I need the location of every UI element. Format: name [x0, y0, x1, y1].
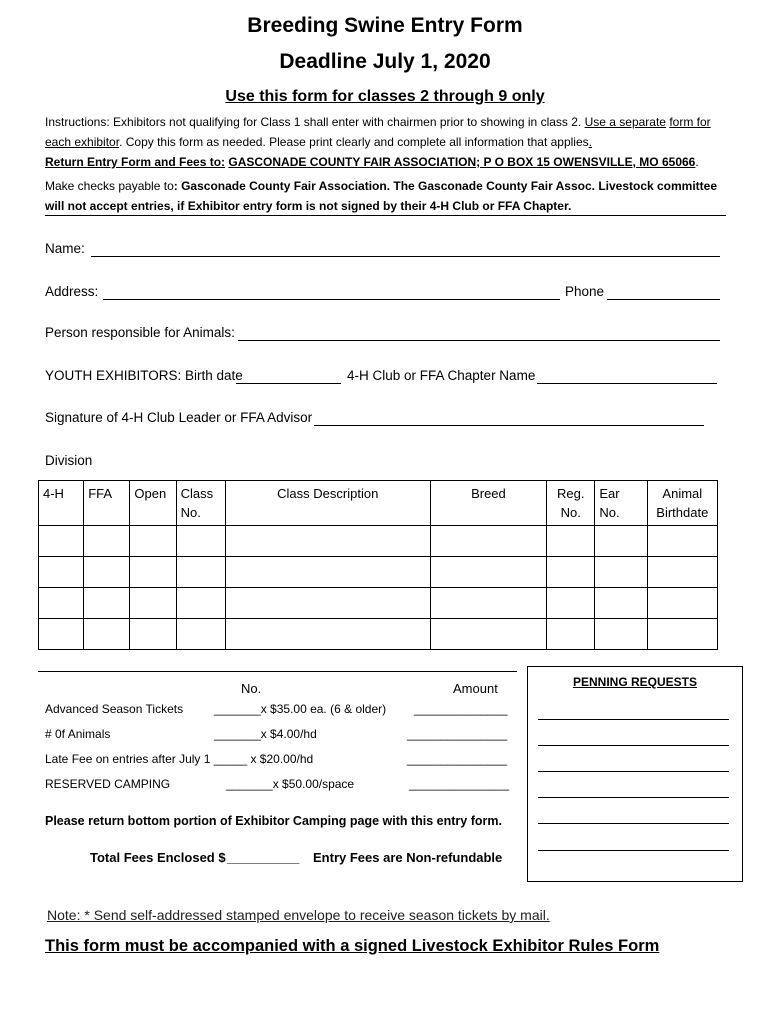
table-cell[interactable] — [647, 526, 717, 557]
late-fee-amount[interactable]: _______________ — [407, 752, 508, 766]
season-tickets-qty[interactable]: _______x $35.00 ea. (6 & older) — [214, 702, 387, 716]
header-divider — [45, 215, 726, 216]
table-cell[interactable] — [647, 588, 717, 619]
table-cell[interactable] — [225, 588, 430, 619]
table-row[interactable] — [39, 588, 718, 619]
table-cell[interactable] — [84, 619, 130, 650]
table-row[interactable] — [39, 526, 718, 557]
table-cell[interactable] — [84, 526, 130, 557]
person-responsible-input[interactable] — [238, 339, 720, 341]
camping-note: Please return bottom portion of Exhibitor Camping page with this entry form. — [45, 814, 502, 828]
season-tickets-note: Note: * Send self-addressed stamped envelope to receive season tickets by mail. — [47, 907, 550, 923]
table-cell[interactable] — [130, 588, 176, 619]
col-birth-l1: Animal — [662, 486, 703, 501]
entries-table — [38, 480, 718, 650]
season-tickets-amount[interactable]: ______________ — [414, 702, 508, 716]
table-cell[interactable] — [430, 619, 547, 650]
non-refundable-note: Entry Fees are Non-refundable — [313, 850, 503, 865]
col-class-description: Class Description — [225, 481, 430, 526]
checks-block — [45, 176, 725, 216]
col-class-no-l2: No. — [180, 505, 201, 520]
fees-no-header: No. — [241, 681, 262, 696]
instructions-period: . — [588, 135, 592, 149]
phone-label: Phone — [565, 284, 605, 299]
table-cell[interactable] — [647, 619, 717, 650]
table-cell[interactable] — [176, 619, 225, 650]
return-address: GASCONADE COUNTY FAIR ASSOCIATION; P O BOX 15 OWENSVILLE, MO 65066 — [228, 155, 696, 169]
checks-payee: Gasconade County Fair Association. — [181, 179, 391, 193]
table-cell[interactable] — [225, 526, 430, 557]
col-reg-no — [547, 481, 595, 526]
table-cell[interactable] — [176, 557, 225, 588]
table-cell[interactable] — [430, 526, 547, 557]
penning-line[interactable] — [538, 823, 729, 824]
table-cell[interactable] — [595, 588, 647, 619]
club-name-label: 4-H Club or FFA Chapter Name — [347, 368, 536, 383]
table-cell[interactable] — [130, 557, 176, 588]
table-cell[interactable] — [39, 526, 84, 557]
col-open: Open — [130, 481, 176, 526]
instructions-use-separate: Use a separate — [584, 115, 666, 129]
table-cell[interactable] — [547, 588, 595, 619]
return-period: . — [695, 155, 699, 169]
camping-label: RESERVED CAMPING — [45, 777, 171, 791]
rules-form-requirement: This form must be accompanied with a signed Livestock Exhibitor Rules Form — [45, 937, 660, 955]
total-fees-label: Total Fees Enclosed $ — [90, 850, 226, 865]
instructions-copy: . Copy this form as needed. Please print clearly and complete all information that applies — [119, 135, 589, 149]
camping-amount[interactable]: _______________ — [409, 777, 510, 791]
signature-input[interactable] — [314, 424, 704, 426]
col-breed: Breed — [430, 481, 547, 526]
table-cell[interactable] — [595, 557, 647, 588]
table-cell[interactable] — [130, 526, 176, 557]
col-class-no-l1: Class — [180, 486, 214, 501]
birth-date-label: YOUTH EXHIBITORS: Birth date — [45, 368, 243, 383]
table-cell[interactable] — [547, 557, 595, 588]
instructions-each-exhibitor: form for each exhibitor — [45, 115, 711, 149]
animals-qty[interactable]: _______x $4.00/hd — [214, 727, 317, 741]
table-cell[interactable] — [595, 619, 647, 650]
col-ear-no-l2: No. — [599, 505, 620, 520]
fees-amount-header: Amount — [453, 681, 498, 696]
instructions-block — [45, 112, 725, 172]
table-cell[interactable] — [84, 557, 130, 588]
checks-colon: : — [173, 179, 178, 193]
fees-divider — [38, 671, 517, 672]
checks-label: Make checks payable to — [45, 179, 174, 193]
name-input[interactable] — [91, 255, 720, 257]
col-ffa: FFA — [84, 481, 130, 526]
livestock-note: The Gasconade County Fair Assoc. Livestock committee will not accept entries, if Exhibitor entry form is not signed by their 4-H Club or FFA Chapter. — [45, 179, 718, 213]
col-4h: 4-H — [39, 481, 84, 526]
table-cell[interactable] — [39, 588, 84, 619]
animals-amount[interactable]: _______________ — [407, 727, 508, 741]
col-reg-no-l1: Reg. — [557, 486, 585, 501]
deadline-heading: Deadline July 1, 2020 — [279, 50, 491, 73]
col-ear-no — [595, 481, 647, 526]
subtitle: Use this form for classes 2 through 9 only — [225, 88, 545, 105]
address-label: Address: — [45, 284, 99, 299]
table-cell[interactable] — [39, 619, 84, 650]
return-label: Return Entry Form and Fees to: — [45, 155, 226, 169]
address-input[interactable] — [103, 298, 560, 300]
col-birth-l2: Birthdate — [656, 505, 709, 520]
table-cell[interactable] — [547, 619, 595, 650]
table-row[interactable] — [39, 619, 718, 650]
penning-line[interactable] — [538, 771, 729, 772]
animals-label: # 0f Animals — [45, 727, 111, 741]
table-cell[interactable] — [39, 557, 84, 588]
instructions-line1: Instructions: Exhibitors not qualifying for Class 1 shall enter with chairmen prior to showing in class 2. — [45, 115, 582, 129]
penning-line[interactable] — [538, 850, 729, 851]
penning-line[interactable] — [538, 719, 729, 720]
season-tickets-label: Advanced Season Tickets — [45, 702, 184, 716]
table-cell[interactable] — [647, 557, 717, 588]
penning-line[interactable] — [538, 745, 729, 746]
penning-requests-box — [527, 666, 743, 882]
col-animal-birthdate — [647, 481, 717, 526]
name-label: Name: — [45, 241, 85, 256]
table-header-row — [39, 481, 718, 526]
camping-qty[interactable]: _______x $50.00/space — [226, 777, 355, 791]
table-cell[interactable] — [225, 619, 430, 650]
col-class-no — [176, 481, 225, 526]
table-cell[interactable] — [547, 526, 595, 557]
table-cell[interactable] — [130, 619, 176, 650]
table-cell[interactable] — [84, 588, 130, 619]
table-cell[interactable] — [176, 526, 225, 557]
table-cell[interactable] — [430, 588, 547, 619]
division-label: Division — [45, 453, 93, 468]
penning-requests-title: PENNING REQUESTS — [572, 675, 698, 689]
table-cell[interactable] — [595, 526, 647, 557]
signature-label: Signature of 4-H Club Leader or FFA Advisor — [45, 410, 313, 425]
table-cell[interactable] — [176, 588, 225, 619]
form-title: Breeding Swine Entry Form — [247, 14, 523, 37]
col-reg-no-l2: No. — [560, 505, 581, 520]
person-responsible-label: Person responsible for Animals: — [45, 325, 235, 340]
penning-line[interactable] — [538, 797, 729, 798]
phone-input[interactable] — [607, 298, 720, 300]
table-cell[interactable] — [430, 557, 547, 588]
birth-date-input[interactable] — [236, 382, 341, 384]
club-name-input[interactable] — [537, 382, 717, 384]
table-row[interactable] — [39, 557, 718, 588]
col-ear-no-l1: Ear — [599, 486, 620, 501]
late-fee-label[interactable]: Late Fee on entries after July 1 _____ x $20.00/hd — [45, 752, 314, 766]
table-cell[interactable] — [225, 557, 430, 588]
total-fees-input[interactable]: __________ — [227, 850, 300, 865]
